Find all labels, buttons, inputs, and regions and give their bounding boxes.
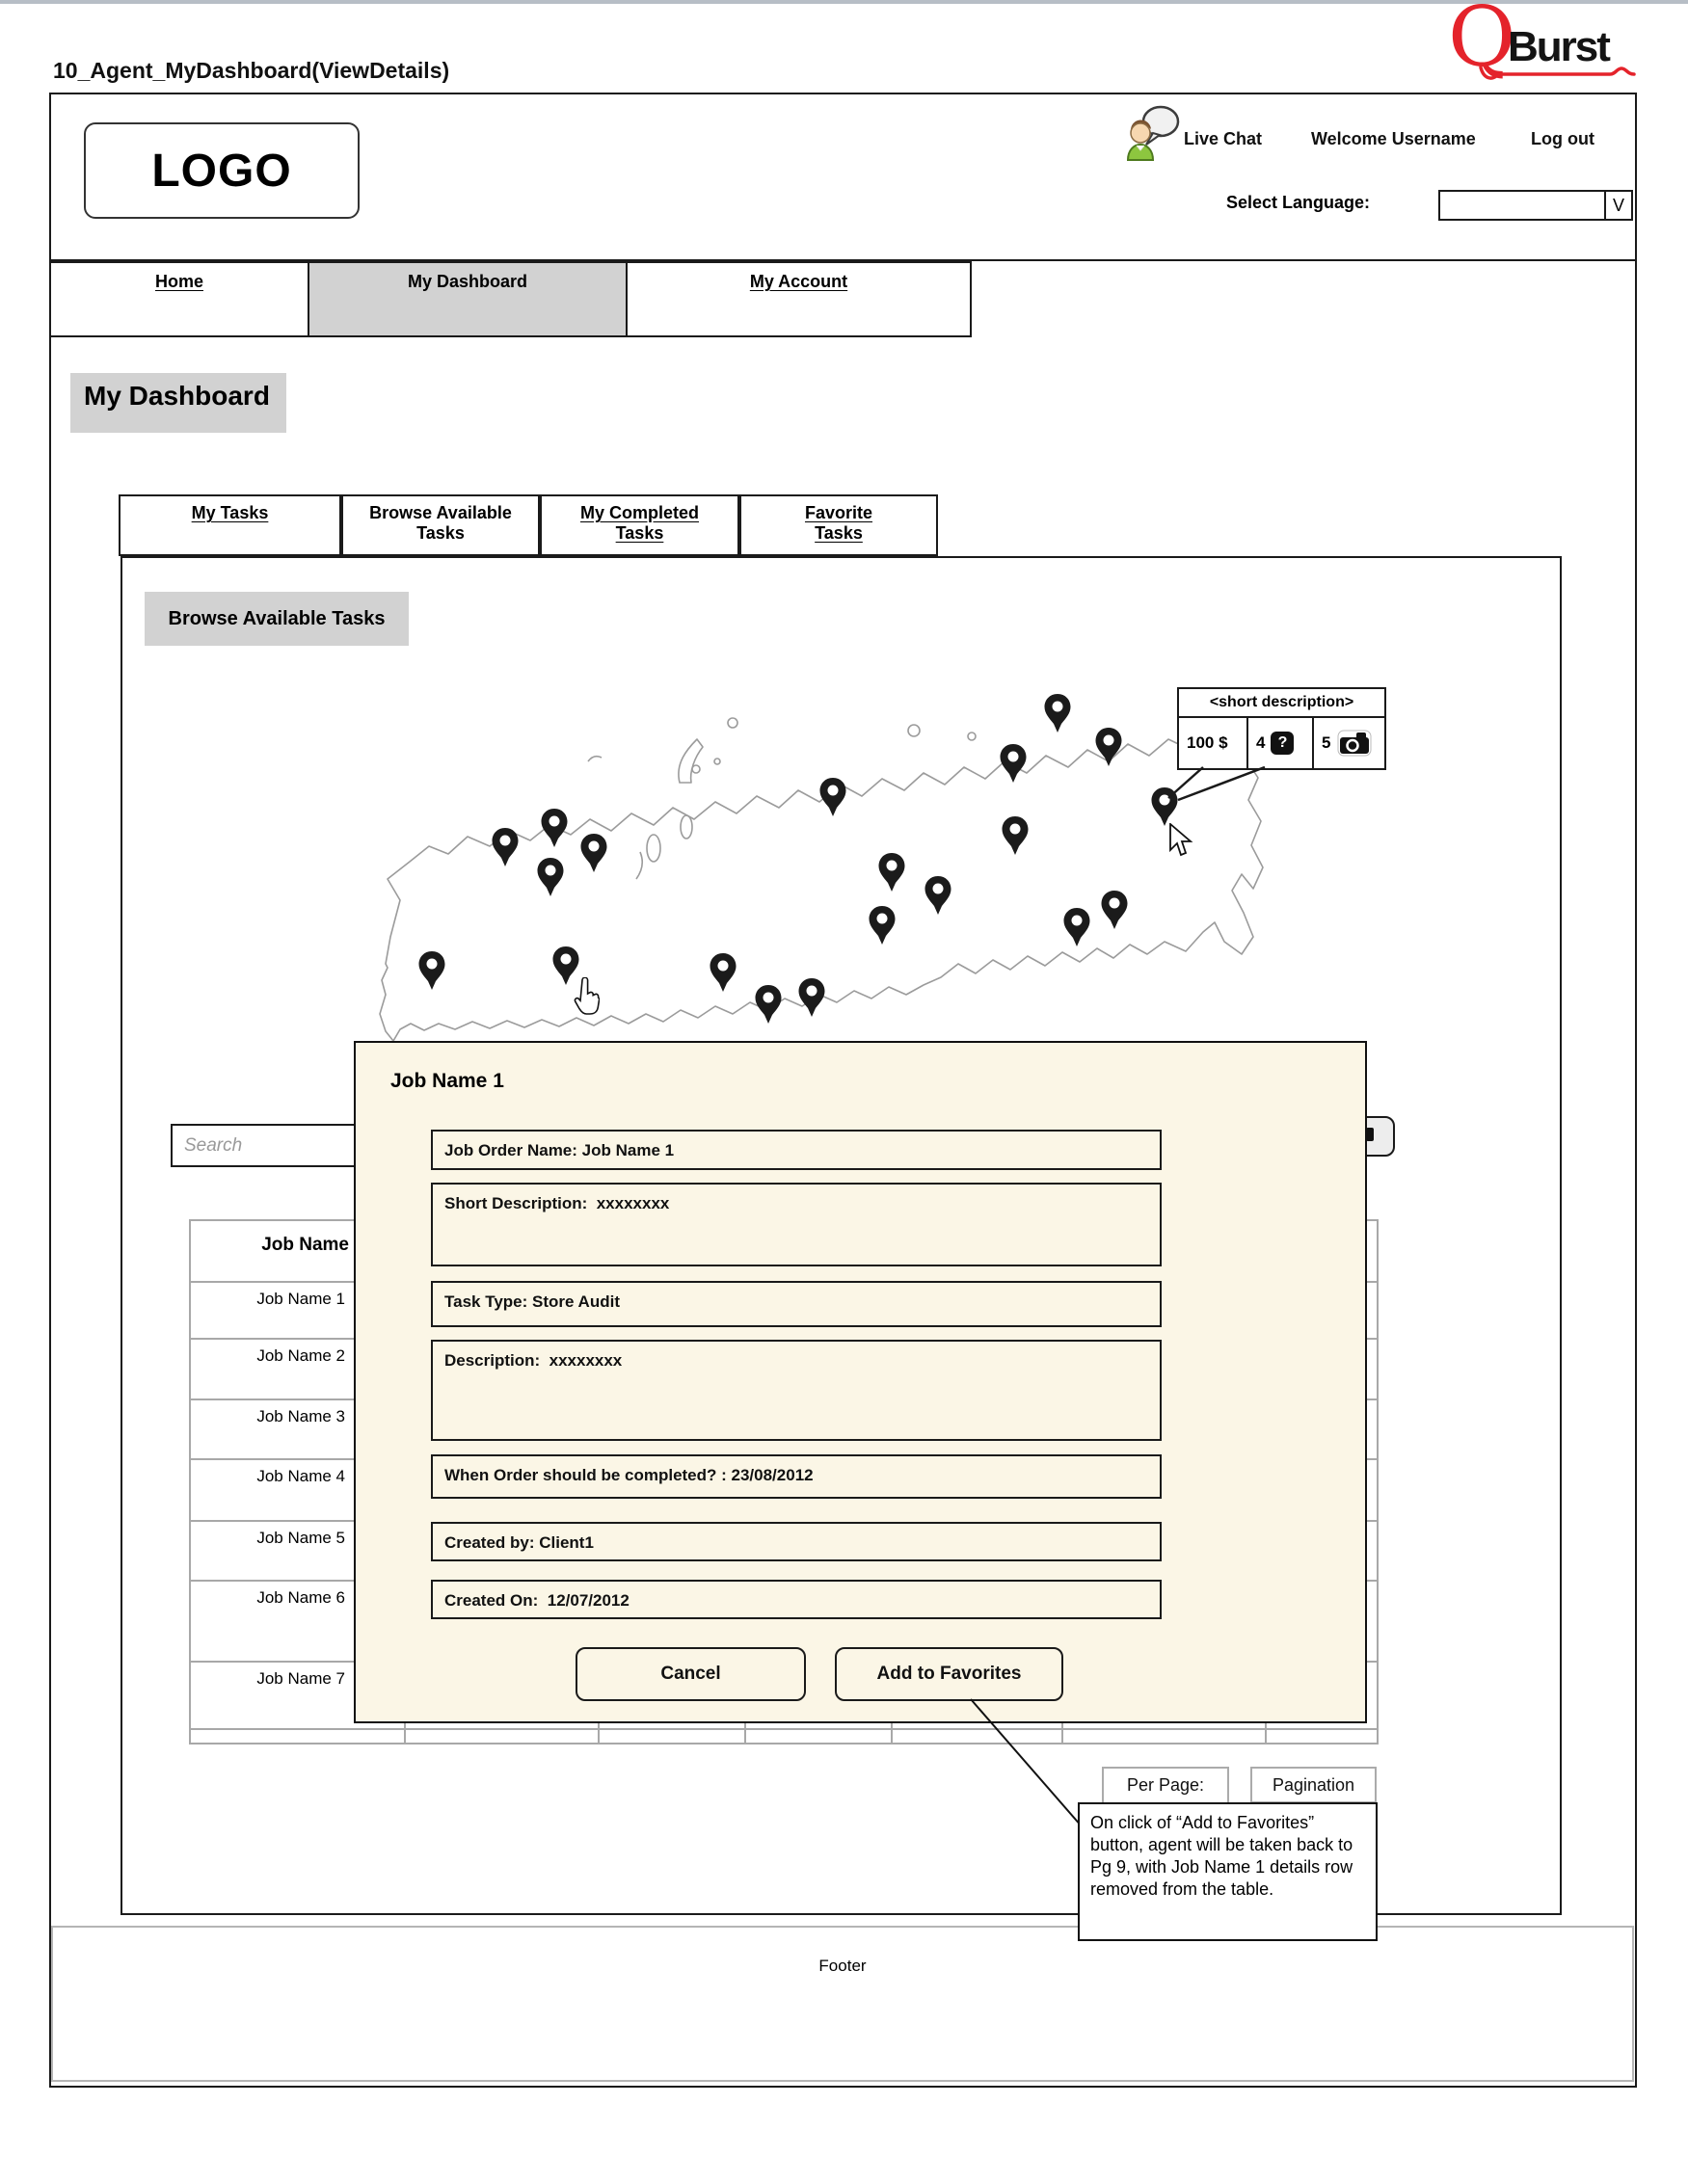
- map-pin[interactable]: [417, 950, 446, 991]
- map-pin[interactable]: [754, 984, 783, 1025]
- map-pin[interactable]: [1094, 727, 1123, 767]
- camera-icon: [1336, 730, 1373, 757]
- table-row[interactable]: Job Name 5: [256, 1529, 345, 1547]
- nav-item-my-dashboard[interactable]: [308, 263, 628, 335]
- tooltip-questions-cell: [1248, 718, 1314, 768]
- pin-tooltip-title: <short description>: [1179, 689, 1384, 718]
- table-row[interactable]: Job Name 3: [256, 1407, 345, 1425]
- field-task-type: Task Type: Store Audit: [431, 1281, 1162, 1327]
- map-pin[interactable]: [868, 905, 897, 946]
- nav-home-label: Home: [154, 272, 203, 291]
- nav-item-home[interactable]: [51, 263, 308, 335]
- qburst-name: Burst: [1508, 23, 1609, 70]
- pagination-control[interactable]: Pagination: [1250, 1767, 1377, 1803]
- tab-my-completed-tasks[interactable]: [540, 494, 739, 556]
- select-language-label: Select Language:: [1226, 193, 1371, 212]
- tooltip-photos-cell: [1314, 718, 1384, 768]
- map-pin[interactable]: [818, 777, 847, 817]
- site-logo: [84, 122, 360, 219]
- map-pin[interactable]: [579, 833, 608, 873]
- tooltip-price: 100 $: [1187, 733, 1228, 752]
- language-dropdown-value: [1440, 192, 1604, 219]
- map-pin[interactable]: [536, 857, 565, 897]
- tab-browse-available-tasks[interactable]: [341, 494, 540, 556]
- arrow-cursor-icon: [1168, 823, 1193, 858]
- map-pin[interactable]: [877, 852, 906, 892]
- note-leader-line: [964, 1694, 1089, 1834]
- table-row[interactable]: Job Name 6: [256, 1588, 345, 1607]
- map-pin[interactable]: [540, 808, 569, 848]
- tooltip-photo-count: 5: [1322, 733, 1331, 752]
- chevron-down-icon[interactable]: V: [1604, 192, 1631, 219]
- tab-completed-label: My Completed Tasks: [579, 503, 699, 543]
- table-row[interactable]: Job Name 2: [256, 1346, 345, 1365]
- map-pin[interactable]: [999, 743, 1028, 784]
- map-pin[interactable]: [1062, 907, 1091, 947]
- nav-my-dashboard-label: My Dashboard: [407, 272, 528, 291]
- tab-my-tasks[interactable]: [119, 494, 341, 556]
- site-logo-text: LOGO: [151, 145, 292, 197]
- tab-favorite-label: Favorite Tasks: [804, 503, 873, 543]
- live-chat-icon[interactable]: [1124, 104, 1182, 164]
- search-icon: [1366, 1128, 1374, 1141]
- map-pin[interactable]: [1043, 693, 1072, 733]
- table-row[interactable]: Job Name 1: [256, 1290, 345, 1308]
- qburst-swoosh-icon: [1477, 66, 1641, 85]
- question-icon: ?: [1271, 732, 1294, 755]
- table-row[interactable]: Job Name 4: [256, 1467, 345, 1485]
- nav-item-my-account[interactable]: [628, 263, 970, 335]
- field-created-on: Created On: 12/07/2012: [431, 1580, 1162, 1619]
- tab-favorite-tasks[interactable]: [739, 494, 938, 556]
- language-dropdown[interactable]: [1438, 190, 1633, 221]
- tooltip-question-count: 4: [1256, 733, 1266, 752]
- field-created-by: Created by: Client1: [431, 1522, 1162, 1561]
- jobs-table-header: Job Name: [261, 1235, 349, 1255]
- field-completion-date: When Order should be completed? : 23/08/2012: [431, 1454, 1162, 1499]
- nav-my-account-label: My Account: [749, 272, 848, 291]
- page-title: My Dashboard: [70, 373, 286, 433]
- tab-my-tasks-label: My Tasks: [191, 503, 269, 522]
- field-description: Description: xxxxxxxx: [431, 1340, 1162, 1441]
- field-short-description: Short Description: xxxxxxxx: [431, 1183, 1162, 1266]
- qburst-q-letter: Q: [1448, 0, 1516, 86]
- panel-heading: Browse Available Tasks: [145, 592, 409, 646]
- welcome-username-label: Welcome Username: [1311, 129, 1476, 148]
- field-job-order-name: Job Order Name: Job Name 1: [431, 1130, 1162, 1170]
- tab-browse-label: Browse Available Tasks: [369, 503, 512, 543]
- job-details-modal: [354, 1041, 1367, 1723]
- log-out-link[interactable]: Log out: [1531, 129, 1594, 148]
- live-chat-link[interactable]: Live Chat: [1184, 129, 1263, 148]
- map-pin[interactable]: [797, 977, 826, 1018]
- footer: [51, 1926, 1634, 2082]
- doc-title: 10_Agent_MyDashboard(ViewDetails): [53, 58, 450, 83]
- table-row-divider: [189, 1728, 1379, 1730]
- map-pin[interactable]: [709, 952, 737, 993]
- map-pin[interactable]: [924, 875, 952, 916]
- hand-cursor-icon: [573, 977, 600, 1016]
- tooltip-price-cell: [1179, 718, 1248, 768]
- per-page-control[interactable]: Per Page:: [1102, 1767, 1229, 1804]
- map-pin[interactable]: [1100, 890, 1129, 930]
- add-to-favorites-button[interactable]: Add to Favorites: [835, 1647, 1063, 1701]
- map-pin[interactable]: [1001, 815, 1030, 856]
- map-pin[interactable]: [491, 827, 520, 867]
- qburst-logo: [1448, 0, 1650, 87]
- footer-text: Footer: [818, 1957, 867, 1975]
- annotation-note: On click of “Add to Favorites” button, agent will be taken back to Pg 9, with Job Name 1 details row removed from the table.: [1078, 1802, 1378, 1941]
- tooltip-pointer-lines: [1152, 766, 1277, 810]
- cancel-button[interactable]: Cancel: [576, 1647, 806, 1701]
- top-strip: [0, 0, 1688, 4]
- pin-tooltip: [1177, 687, 1386, 770]
- table-row[interactable]: Job Name 7: [256, 1669, 345, 1688]
- modal-title: Job Name 1: [390, 1070, 504, 1092]
- primary-nav: [49, 261, 972, 337]
